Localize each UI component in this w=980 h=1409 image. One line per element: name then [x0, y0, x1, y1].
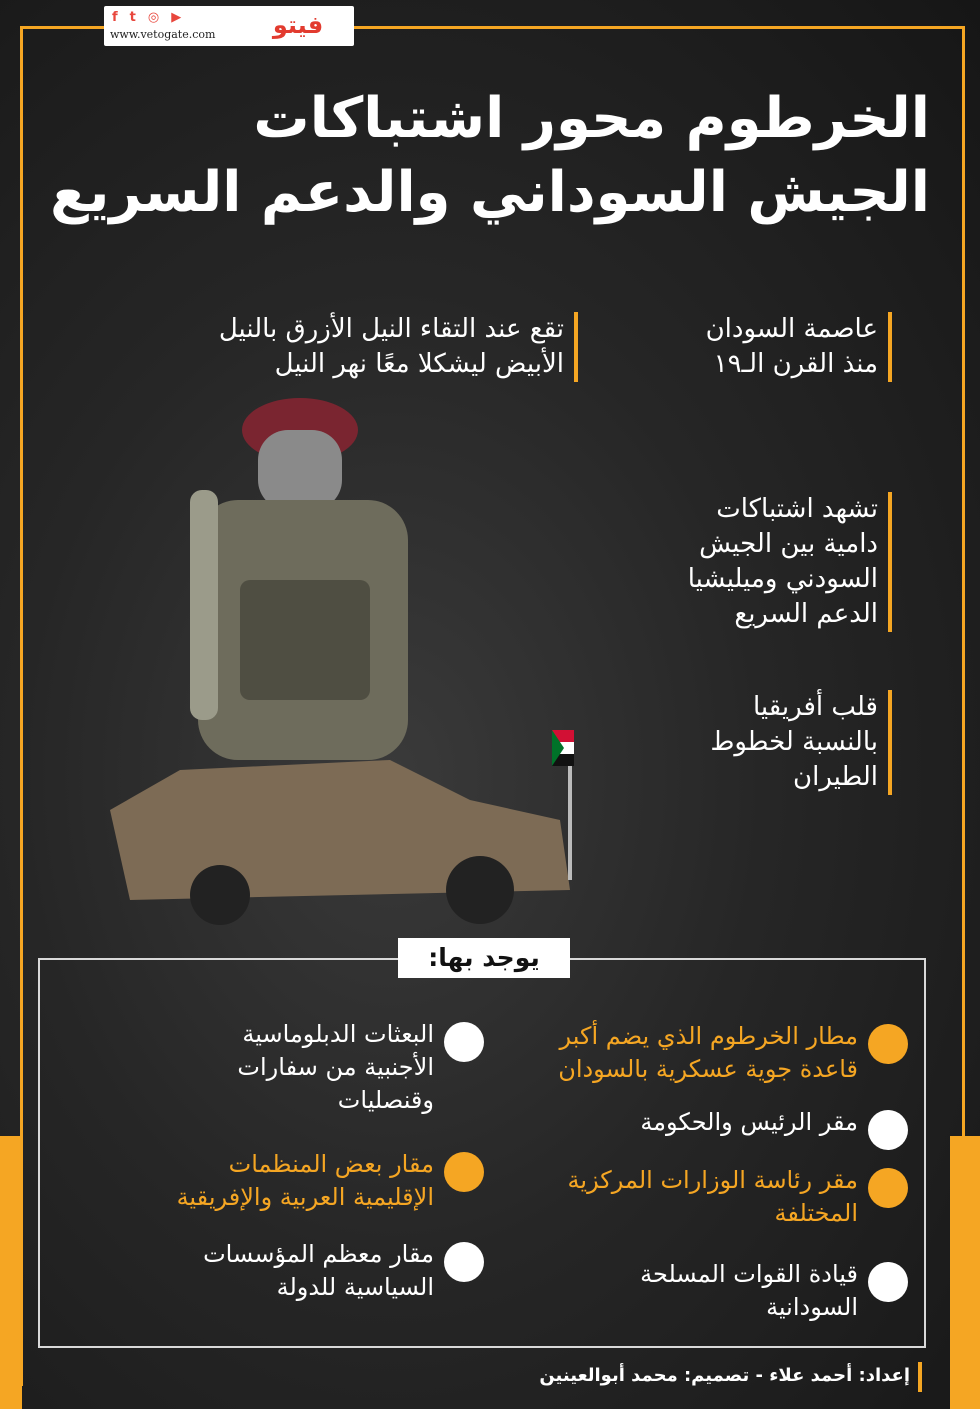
fact-clashes [688, 492, 892, 632]
fact-line: السودني وميليشيا [687, 564, 878, 594]
facility-text [237, 1018, 434, 1117]
fact-nile [219, 312, 578, 382]
fact-capital [706, 312, 892, 382]
facility-line: السودانية [766, 1293, 858, 1321]
bullet-dot [444, 1242, 484, 1282]
instagram-icon[interactable]: ◎ [147, 10, 160, 25]
facility-line: مطار الخرطوم الذي يضم أكبر [559, 1022, 858, 1050]
ammo-belt [190, 490, 218, 720]
social-icons [112, 10, 181, 25]
facility-line: قاعدة جوية عسكرية بالسودان [558, 1055, 858, 1083]
title-line-2: الجيش السوداني والدعم السريع [50, 160, 930, 225]
youtube-icon[interactable]: ▶ [171, 10, 182, 25]
facility-line: السياسية للدولة [276, 1273, 434, 1301]
fact-line: قلب أفريقيا [753, 692, 878, 722]
credits: إعداد: أحمد علاء - تصميم: محمد أبوالعينين [539, 1365, 910, 1386]
facility-item [177, 1148, 484, 1214]
facility-text [203, 1238, 434, 1304]
bullet-dot [868, 1024, 908, 1064]
facility-text [640, 1258, 858, 1324]
bullet-dot [868, 1110, 908, 1150]
fact-line: الدعم السريع [734, 599, 878, 629]
bullet-dot [444, 1022, 484, 1062]
facebook-icon[interactable]: f [112, 10, 118, 25]
facility-line: الإقليمية العربية والإفريقية [176, 1183, 434, 1211]
website-url[interactable]: www.vetogate.com [110, 28, 216, 41]
facility-item [640, 1106, 908, 1150]
facility-item [640, 1258, 908, 1324]
fact-line: تشهد اشتباكات [716, 494, 878, 524]
brand-logo: فيتو [272, 11, 324, 39]
fact-line: بالنسبة لخطوط [710, 727, 878, 757]
facility-line: المختلفة [774, 1199, 858, 1227]
bullet-dot [444, 1152, 484, 1192]
facility-item [558, 1020, 908, 1086]
fact-line: الطيران [793, 762, 878, 792]
fact-line: عاصمة السودان [705, 314, 878, 344]
facility-item [237, 1018, 484, 1117]
facility-text [568, 1164, 858, 1230]
facility-line: مقر الرئيس والحكومة [640, 1108, 858, 1136]
vest [240, 580, 370, 700]
bullet-dot [868, 1168, 908, 1208]
credits-bar [918, 1362, 922, 1392]
fact-line: دامية بين الجيش [699, 529, 878, 559]
facility-item [203, 1238, 484, 1304]
twitter-icon[interactable]: t [129, 10, 136, 25]
facility-line: مقار معظم المؤسسات [203, 1240, 434, 1268]
facility-text [177, 1148, 434, 1214]
fact-line: منذ القرن الـ١٩ [713, 349, 878, 379]
fact-line: تقع عند التقاء النيل الأزرق بالنيل [218, 314, 564, 344]
facility-text [640, 1106, 858, 1139]
facility-item [568, 1164, 908, 1230]
soldier-vehicle-illustration [90, 380, 610, 940]
head [258, 430, 342, 510]
facility-line: مقر رئاسة الوزارات المركزية [567, 1166, 858, 1194]
facility-line: قيادة القوات المسلحة [640, 1260, 858, 1288]
facility-line: مقار بعض المنظمات [228, 1150, 434, 1178]
fact-line: الأبيض ليشكلا معًا نهر النيل [274, 349, 564, 379]
bullet-dot [868, 1262, 908, 1302]
frame-left-block [0, 1136, 22, 1409]
vehicle-wheel [446, 856, 514, 924]
facility-text [558, 1020, 858, 1086]
page-title [50, 82, 930, 230]
frame-right-block [950, 1136, 980, 1409]
facility-line: البعثات الدبلوماسية [242, 1020, 434, 1048]
facility-line: الأجنبية من سفارات [237, 1053, 434, 1081]
fact-africa [710, 690, 892, 795]
title-line-1: الخرطوم محور اشتباكات [253, 86, 930, 151]
panel-header: يوجد بها: [398, 938, 570, 978]
vehicle-wheel [190, 865, 250, 925]
frame-right-line [962, 26, 965, 1136]
facility-line: وقنصليات [337, 1086, 434, 1114]
